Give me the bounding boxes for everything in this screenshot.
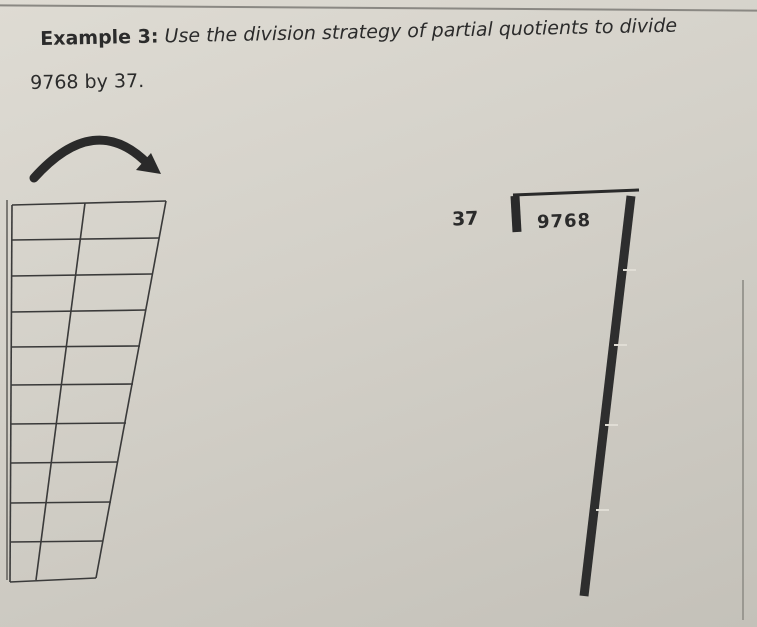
table-row-line [11,310,146,312]
example-label: Example 3: [40,25,159,50]
table-row-line [12,238,159,240]
table-row-line [11,462,118,463]
division-side [515,196,517,232]
table-row-line [10,541,103,542]
work-column [584,196,636,596]
problem-continuation: 9768 by 37. [30,70,145,94]
table-row-line [11,346,140,347]
instruction-text: Use the division strategy of partial quotients to divide [164,14,678,48]
divisor: 37 [451,207,479,231]
table-column-divider [36,203,85,580]
table-row-line [10,502,111,503]
table-row-line [11,423,126,424]
table-row-line [11,384,133,385]
table-row-line [12,274,152,276]
dividend: 9768 [536,210,592,233]
division-bar [513,190,639,195]
partial-quotients-table [10,201,166,582]
curved-arrow-icon [34,140,148,178]
